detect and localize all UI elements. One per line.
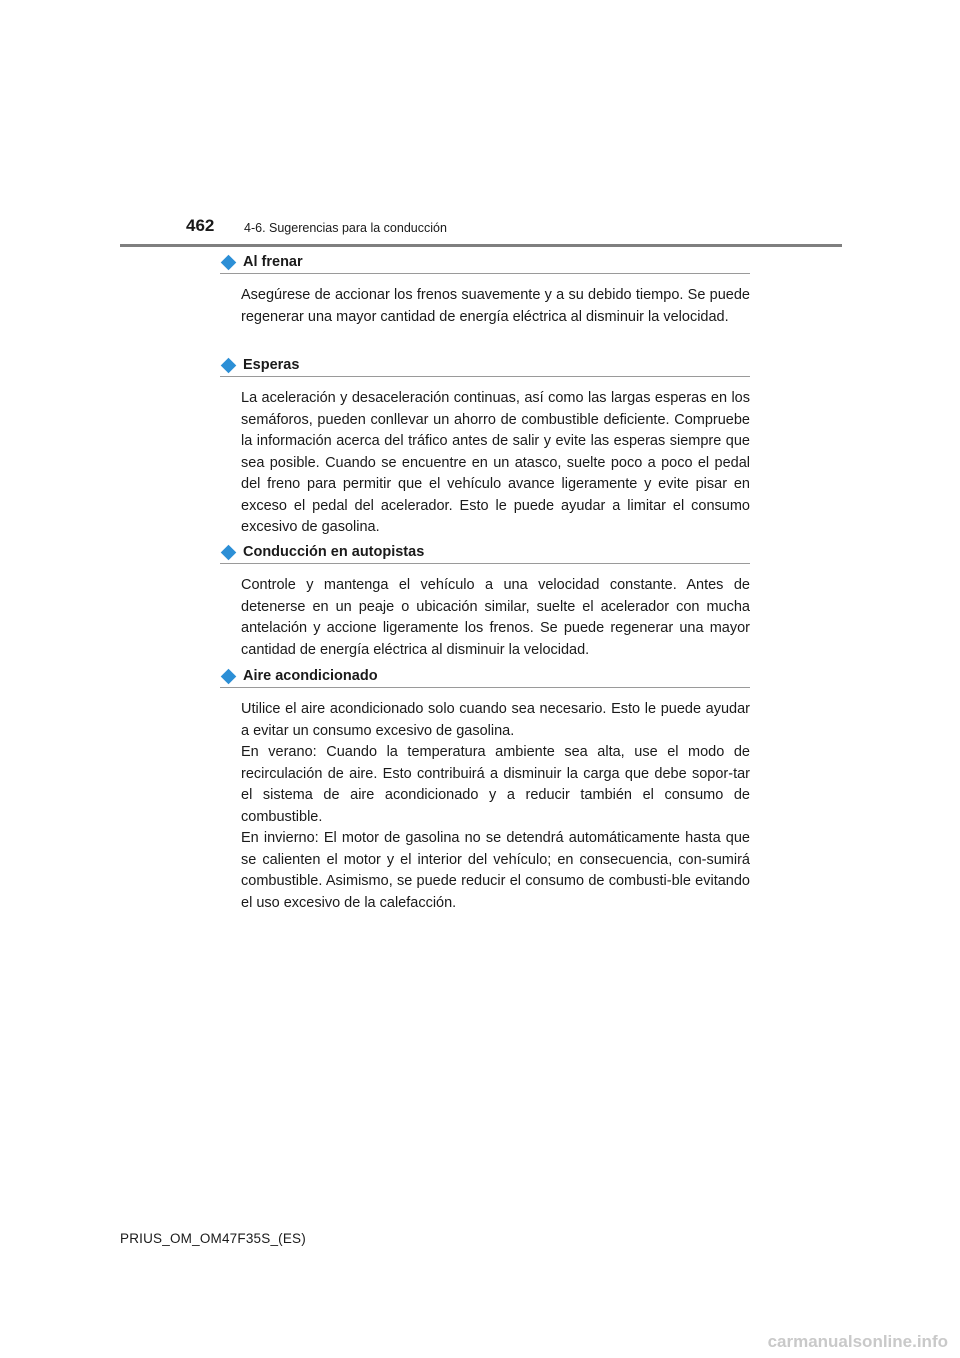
section-title: Conducción en autopistas: [243, 544, 425, 560]
section-heading: [220, 668, 750, 688]
section-heading: [220, 544, 750, 564]
diamond-bullet-icon: [221, 254, 237, 270]
section-aire-acondicionado: [220, 668, 750, 914]
page-number: 462: [186, 216, 215, 235]
section-autopistas: [220, 544, 750, 661]
section-title: Aire acondicionado: [243, 668, 378, 684]
section-heading: [220, 254, 750, 274]
paragraph: Asegúrese de accionar los frenos suavemente y a su debido tiempo. Se puede regenerar una mayor cantidad de energía eléctrica al disminuir la velocidad.: [241, 287, 750, 325]
section-body: [241, 388, 750, 539]
diamond-bullet-icon: [221, 668, 237, 684]
header-rule: [120, 244, 842, 247]
section-title: Esperas: [243, 357, 300, 373]
section-al-frenar: [220, 254, 750, 328]
watermark: carmanualsonline.info: [767, 1332, 948, 1351]
paragraph: La aceleración y desaceleración continuas, así como las largas esperas en los semáforos, pueden conllevar un ahorro de combustible deficiente. Compruebe la información acerca del tráfico antes de salir y evite las esperas siempre que sea posible. Cuando se encuentre en un atasco, suelte poco a poco el pedal del freno para permitir que el vehículo avance ligeramente y evite pisar en exceso el pedal del acelerador. Esto le puede ayudar a limitar el consumo excesivo de gasolina.: [241, 390, 750, 535]
section-heading: [220, 357, 750, 377]
paragraph: En verano: Cuando la temperatura ambiente sea alta, use el modo de recirculación de aire. Esto contribuirá a disminuir la carga que debe sopor-tar el sistema de aire acondicionado y a reducir también el consumo de combustible.: [241, 744, 750, 825]
section-body: [241, 285, 750, 328]
section-body: [241, 699, 750, 914]
diamond-bullet-icon: [221, 357, 237, 373]
footer-doc-code: PRIUS_OM_OM47F35S_(ES): [120, 1231, 306, 1246]
paragraph: En invierno: El motor de gasolina no se detendrá automáticamente hasta que se calienten el motor y el interior del vehículo; en consecuencia, con-sumirá combustible. Asimismo, se puede reducir el consumo de combusti-ble evitando el uso excesivo de la calefacción.: [241, 830, 750, 911]
chapter-title: 4-6. Sugerencias para la conducción: [244, 221, 447, 235]
section-title: Al frenar: [243, 254, 303, 270]
paragraph: Utilice el aire acondicionado solo cuando sea necesario. Esto le puede ayudar a evitar un consumo excesivo de gasolina.: [241, 701, 750, 739]
section-body: [241, 575, 750, 661]
paragraph: Controle y mantenga el vehículo a una velocidad constante. Antes de detenerse en un peaje o ubicación similar, suelte el acelerador con mucha antelación y accione ligeramente los frenos. Se puede regenerar una mayor cantidad de energía eléctrica al disminuir la velocidad.: [241, 577, 750, 658]
diamond-bullet-icon: [221, 544, 237, 560]
section-esperas: [220, 357, 750, 539]
